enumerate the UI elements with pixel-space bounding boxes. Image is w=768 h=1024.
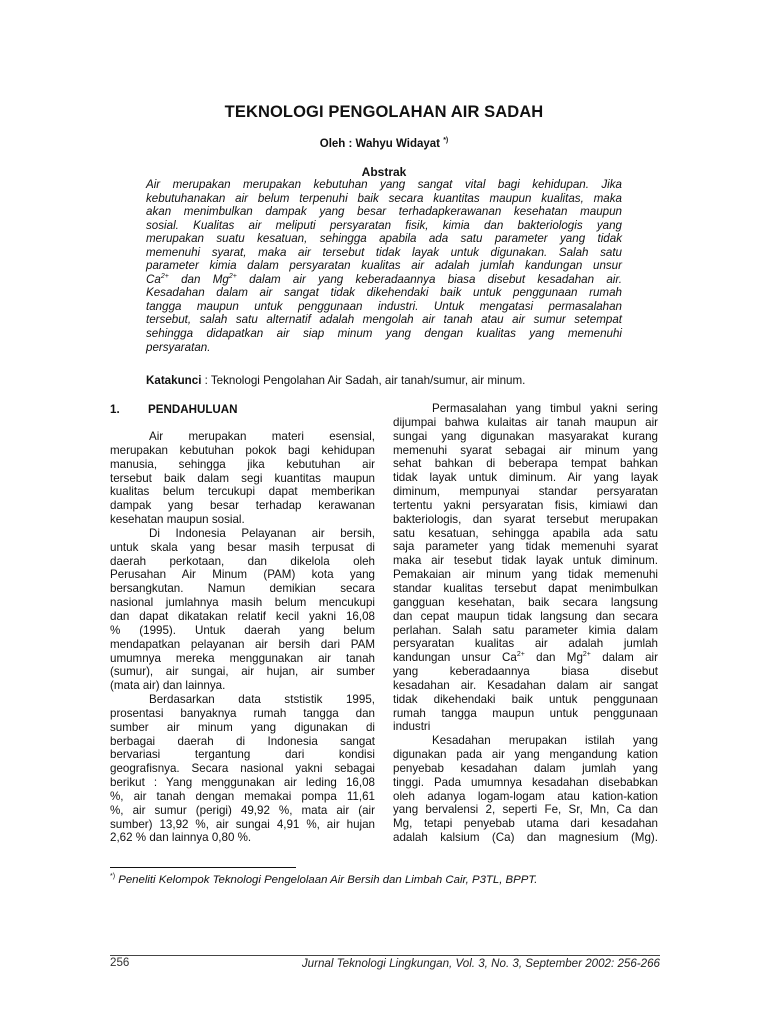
paragraph-line: maka air tesebut tidak layak untuk diminum. (393, 554, 658, 568)
paragraph-line: saja parameter yang tidak memenuhi syarat (393, 540, 658, 554)
footnote-text: Peneliti Kelompok Teknologi Pengelolaan Air Bersih dan Limbah Cair, P3TL, BPPT. (115, 874, 538, 886)
paragraph-line: bakteriologis, dan syarat tersebut merupakan (393, 512, 658, 526)
paragraph-line: satu kesatuan, sehingga apabila ada satu (393, 526, 658, 540)
paragraph-line: dan cepat maupun tidak langsung dan secara (393, 609, 658, 623)
paragraph-line: Berdasarkan data ststistik 1995, (149, 693, 375, 707)
section-number: 1. (110, 403, 120, 416)
abstract-line: Kesadahan dalam air sangat tidak dikehendaki baik untuk penggunaan rumah (146, 286, 622, 300)
author-line (0, 137, 768, 150)
paragraph-line: berikut : Yang menggunakan air leding 16,08 (110, 776, 375, 790)
paper-title: TEKNOLOGI PENGOLAHAN AIR SADAH (224, 103, 544, 121)
author-footnote-mark: *) (443, 137, 449, 144)
section-title: PENDAHULUAN (148, 403, 238, 416)
paragraph-line: umumnya mereka menggunakan air tanah (110, 651, 375, 665)
keywords (146, 374, 622, 387)
paragraph-line: tersebut baik dalam segi kuantitas maupun (110, 471, 375, 485)
paragraph-line: bervariasi tergantung dari kondisi (110, 748, 375, 762)
paragraph-line: kesadahan air. Kesadahan dalam air sangat (393, 678, 658, 692)
paragraph-line: persyaratan kualitas air adalah jumlah (393, 637, 658, 651)
paragraph-line: memenuhi syarat sebagai air minum yang (393, 443, 658, 457)
line-prefix: kandungan unsur (393, 651, 491, 665)
paragraph-line: %, air sumur (perigi) 49,92 %, mata air (air (110, 803, 375, 817)
right-column (393, 402, 658, 845)
ion-charge: 2+ (582, 651, 591, 659)
paragraph-line: Mg, tetapi penyebab utama dari kesadahan (393, 817, 658, 831)
paragraph-line: tidak dikehendaki baik untuk penggunaan (393, 692, 658, 706)
paragraph-line: untuk skala yang besar masih terpusat di (110, 540, 375, 554)
abstract-line: sehingga didapatkan air siap minum yang dengan kualitas yang memenuhi (146, 327, 622, 341)
paragraph-line: sungai yang digunakan masyarakat kurang (393, 429, 658, 443)
paragraph-line: % (1995). Untuk daerah yang belum (110, 623, 375, 637)
abstract-line: Air merupakan merupakan kebutuhan yang sangat vital bagi kehidupan. Jika (146, 178, 622, 191)
paragraph-line: Air merupakan materi esensial, (149, 430, 375, 443)
paragraph-line: standar kualitas tersebut dapat menimbulkan (393, 581, 658, 595)
paragraph-line: Permasalahan yang timbul yakni sering (432, 402, 658, 415)
author-name: Oleh : Wahyu Widayat (319, 138, 440, 150)
magnesium-symbol: Mg (566, 651, 583, 665)
abstract-line-rest: dalam air yang keberadaannya biasa disebut kesadahan air. (249, 272, 623, 286)
paragraph-line: dan dapat dikatakan relatif kecil yakni 16,08 (110, 609, 375, 623)
paragraph-line: sumber) 13,92 %, air sungai 4,91 %, air hujan (110, 817, 375, 831)
abstract-heading: Abstrak (361, 165, 407, 179)
left-column (110, 430, 375, 845)
paragraph-line: daerah perkotaan, dan dikelola oleh (110, 554, 375, 568)
paragraph-line: adalah kalsium (Ca) dan magnesium (Mg). (393, 831, 658, 845)
ion-charge: 2+ (228, 272, 237, 280)
paragraph-line: %, air tanah dengan memakai pompa 11,61 (110, 789, 375, 803)
ion-charge: 2+ (160, 272, 169, 280)
paragraph-line: (mata air) dan lainnya. (110, 679, 226, 693)
abstract-line: merupakan suatu kesatuan, sehingga apabila ada satu parameter yang tidak (146, 232, 622, 246)
paragraph-line: mendapatkan pelayanan air bersih dari PAM (110, 637, 375, 651)
abstract-ion-line (146, 273, 622, 287)
paragraph-line: 2,62 % dan lainnya 0,80 %. (110, 831, 252, 845)
abstract-line: tersebut, salah satu alternatif adalah mengolah air tanah atau air sumur setempat (146, 313, 622, 327)
calcium-symbol: Ca (502, 651, 517, 665)
ion-charge: 2+ (516, 651, 525, 659)
abstract-line: akan menimbulkan dampak yang besar terhadapkerawanan kesehatan maupun (146, 205, 622, 219)
paragraph-line: digunakan pada air yang mengandung kation (393, 748, 658, 762)
paragraph-line: Di Indonesia Pelayanan air bersih, (149, 526, 375, 540)
paragraph-line: rumah tangga maupun untuk penggunaan (393, 706, 658, 720)
paragraph-line: nasional jumlahnya masih belum mencukupi (110, 596, 375, 610)
paragraph-line: oleh adanya logam-logam atau kation-kation (393, 789, 658, 803)
footnote (110, 873, 537, 886)
paragraph-line: prosentasi banyaknya rumah tangga dan (110, 706, 375, 720)
paragraph-line: tidak layak untuk diminum. Air yang layak (393, 471, 658, 485)
paragraph-line: kesehatan maupun sosial. (110, 513, 245, 527)
paragraph-line: perlahan. Salah satu parameter kimia dalam (393, 623, 658, 637)
calcium-symbol: Ca (146, 272, 161, 286)
page-footer-divider (110, 955, 660, 956)
magnesium-symbol: Mg (212, 272, 229, 286)
paragraph-line: Perusahan Air Minum (PAM) kota yang (110, 568, 375, 582)
paragraph-line: industri (393, 720, 431, 734)
paragraph-line: manusia, sehingga jika kebutuhan air (110, 457, 375, 471)
section-heading (110, 403, 238, 416)
keywords-text: : Teknologi Pengolahan Air Sadah, air tanah/sumur, air minum. (201, 374, 526, 387)
paragraph-line: tertentu yakni persyaratan fisis, kimiawi dan (393, 498, 658, 512)
ion-line (393, 651, 658, 665)
abstract-line: parameter kimia dalam persyaratan kualitas air adalah jumlah kandungan unsur (146, 259, 622, 273)
page-number: 256 (110, 956, 130, 969)
conjunction: dan (181, 272, 201, 286)
paragraph-line: dampak yang besar terhadap kerawanan (110, 499, 375, 513)
footnote-divider (110, 867, 296, 868)
paragraph-line: yang keberadaannya biasa disebut (393, 665, 658, 679)
abstract-line: memenuhi syarat, maka air tersebut tidak layak untuk digunakan. Salah satu (146, 245, 622, 259)
abstract-body (146, 178, 622, 354)
line-rest: dalam air (602, 651, 658, 665)
paragraph-line: Kesadahan merupakan istilah yang (432, 734, 658, 748)
journal-citation: Jurnal Teknologi Lingkungan, Vol. 3, No. 3, September 2002: 256-266 (301, 957, 660, 970)
abstract-line: sosial. Kualitas air meliputi persyaratan fisik, kimia dan bakteriologis yang (146, 218, 622, 232)
paragraph-line: geografisnya. Secara nasional yakni sebagai (110, 762, 375, 776)
abstract-line: tangga maupun untuk penggunaan industri. Untuk mengatasi permasalahan (146, 299, 622, 313)
paragraph-line: penyebab kesadahan dalam jumlah yang (393, 761, 658, 775)
paragraph-line: sehat bahkan di beberapa tempat bahkan (393, 457, 658, 471)
paragraph-line: tinggi. Pada umumnya kesadahan disebabkan (393, 775, 658, 789)
paragraph-line: bersangkutan. Namun demikian secara (110, 582, 375, 596)
keywords-label: Katakunci (146, 374, 202, 387)
paragraph-line: yang bervalensi 2, seperti Fe, Sr, Mn, Ca dan (393, 803, 658, 817)
paragraph-line: dijumpai bahwa kulaitas air tanah maupun air (393, 415, 658, 429)
paragraph-line: gangguan kesehatan, baik secara langsung (393, 595, 658, 609)
paragraph-line: sumber air minum yang digunakan di (110, 720, 375, 734)
footnote-mark: *) (110, 873, 116, 880)
abstract-line: kebutuhanakan air belum terpenuhi baik secara kuantitas maupun kualitas, maka (146, 191, 622, 205)
paragraph-line: (sumur), air sungai, air hujan, air sumber (110, 665, 375, 679)
conjunction: dan (536, 651, 556, 665)
paragraph-line: Pemakaian air minum yang tidak memenuhi (393, 568, 658, 582)
paragraph-line: berbagai daerah di Indonesia sangat (110, 734, 375, 748)
abstract-line: persyaratan. (146, 340, 211, 354)
paragraph-line: kualitas belum tercukupi dapat memberikan (110, 485, 375, 499)
paragraph-line: diminum, mempunyai standar persyaratan (393, 485, 658, 499)
paragraph-line: merupakan kebutuhan pokok bagi kehidupan (110, 443, 375, 457)
